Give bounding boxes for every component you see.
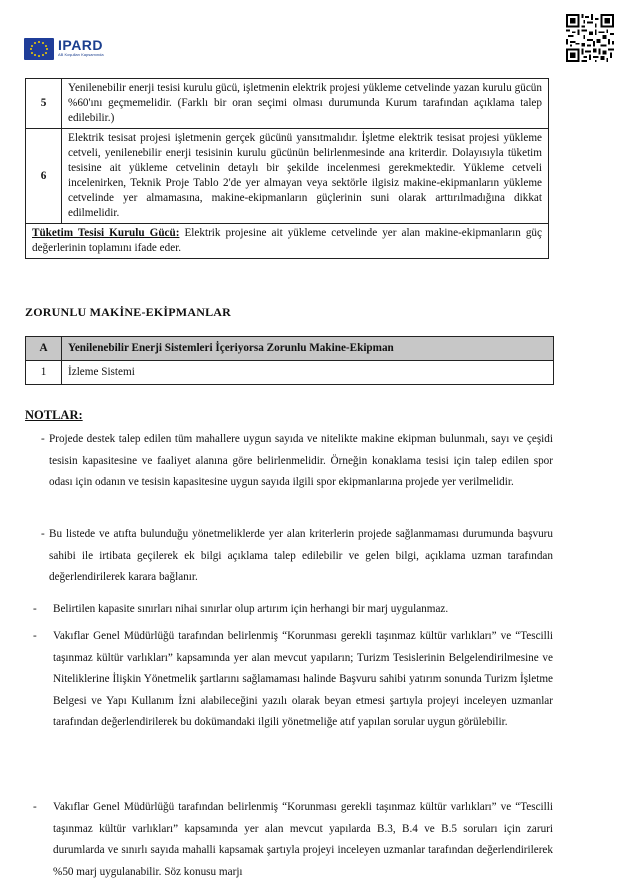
equipment-header-row [26,337,554,361]
definition-text: Elektrik projesine ait yükleme cetvelinde yer alan makine-ekipmanların güç değerlerinin toplamını ifade eder. [32,227,542,254]
qr-code-icon [566,14,614,62]
note-item: Vakıflar Genel Müdürlüğü tarafından belirlenmiş “Korunması gerekli taşınmaz kültür varlıkları” ve “Tescilli taşınmaz kültür varlıkları” kapsamında yer alan mevcut yapılarda B.3, B.4 ve B.5 soruları için zaruri durumlarda ve sınırlı sayıda mahalli kapsamak şartıyla projeyi inceleyen uzmanlar tarafından değerlendirilerek %50 marj uygulanabilir. Söz konusu marjı [53,801,553,878]
criteria-row [26,79,549,129]
note-dash: - [33,801,37,813]
notes-title: NOTLAR: [25,408,83,422]
note-dash: - [41,528,45,540]
equipment-header-label: Yenilenebilir Enerji Sistemleri İçeriyorsa Zorunlu Makine-Ekipman [62,337,554,361]
eu-flag-icon [24,38,54,60]
note-dash: - [41,433,45,445]
ipard-logo [24,38,104,64]
criteria-number: 5 [26,79,62,129]
equipment-row-number: 1 [26,361,62,385]
definition-row [26,224,549,259]
note-item: Projede destek talep edilen tüm mahallere uygun sayıda ve nitelikte makine ekipman bulunmalı, sayı ve çeşidi tesisin kapasitesine ve faaliyet alanına göre belirlenmelidir. Örneğin konaklama tesisi için talep edilen spor odası için odanın ve tesisin kapasitesine uygun sayıda ilgili spor ekipmanlarına projede yer verilmelidir. [49,433,553,488]
note-dash: - [33,603,37,615]
criteria-row [26,129,549,224]
equipment-row-label: İzleme Sistemi [62,361,554,385]
section-title: ZORUNLU MAKİNE-EKİPMANLAR [25,305,231,319]
logo-subtitle: AB Koşulları Kapsamında [58,52,104,57]
equipment-header-code: A [26,337,62,361]
table-row [26,361,554,385]
criteria-text: Yenilenebilir enerji tesisi kurulu gücü, işletmenin elektrik projesi yükleme cetvelinde yazan kurulu gücün %60'ını geçmemelidir. (Farklı bir oran seçimi olması durumunda Kurum tarafından açıklama talep edilebilir.) [62,79,549,129]
note-dash: - [33,630,37,642]
criteria-table [25,78,549,259]
note-item: Bu listede ve atıfta bulunduğu yönetmeliklerde yer alan kriterlerin projede sağlanmaması durumunda başvuru sahibi ile irtibata geçilerek ek bilgi açıklama talep edilebilir ve gelen bilgi, açıklama uzman tarafından değerlendirilerek karara bağlanır. [49,528,553,583]
definition-term: Tüketim Tesisi Kurulu Gücü: [32,227,180,239]
definition-cell [26,224,549,259]
criteria-text: Elektrik tesisat projesi işletmenin gerçek gücünü yansıtmalıdır. İşletme elektrik tesisat projesi yükleme cetveli, yenilenebilir enerji tesisinin kurulu gücünün belirlenmesinde ana kriterdir. Dolayısıyla tüketim tesisine ait yükleme cetvelinin detaylı bir şekilde incelenmesi gerekmektedir. Yükleme cetveli incelenirken, Teknik Proje Tablo 2'de yer almayan veya sektörle ilgisiz makine-ekipmanların yükleme cetvelinde yer almamasına, makine-ekipmanların güçlerinin suni olarak arttırılmadığına dikkat edilmelidir. [62,129,549,224]
note-item: Belirtilen kapasite sınırları nihai sınırlar olup artırım için herhangi bir marj uygulanmaz. [53,603,449,615]
logo-name: IPARD [58,37,104,53]
equipment-table [25,336,554,385]
criteria-number: 6 [26,129,62,224]
note-item: Vakıflar Genel Müdürlüğü tarafından belirlenmiş “Korunması gerekli taşınmaz kültür varlıkları” ve “Tescilli taşınmaz kültür varlıkları” kapsamında yer alan mevcut yapıların; Turizm Tesislerinin Belgelendirilmesine ve Niteliklerine İlişkin Yönetmelik şartlarını sağlamaması halinde Başvuru sahibi yatırım sonunda Turizm İşletme Belgesi ve Yapı Kullanım İzni alabileceğini yazılı olarak beyan etmesi şartıyla projeyi inceleyen uzmanlar tarafından değerlendirilerek bu dokümandaki ilgili yönetmeliğe atıf yapılan sorular uygun görülebilir. [53,630,553,728]
